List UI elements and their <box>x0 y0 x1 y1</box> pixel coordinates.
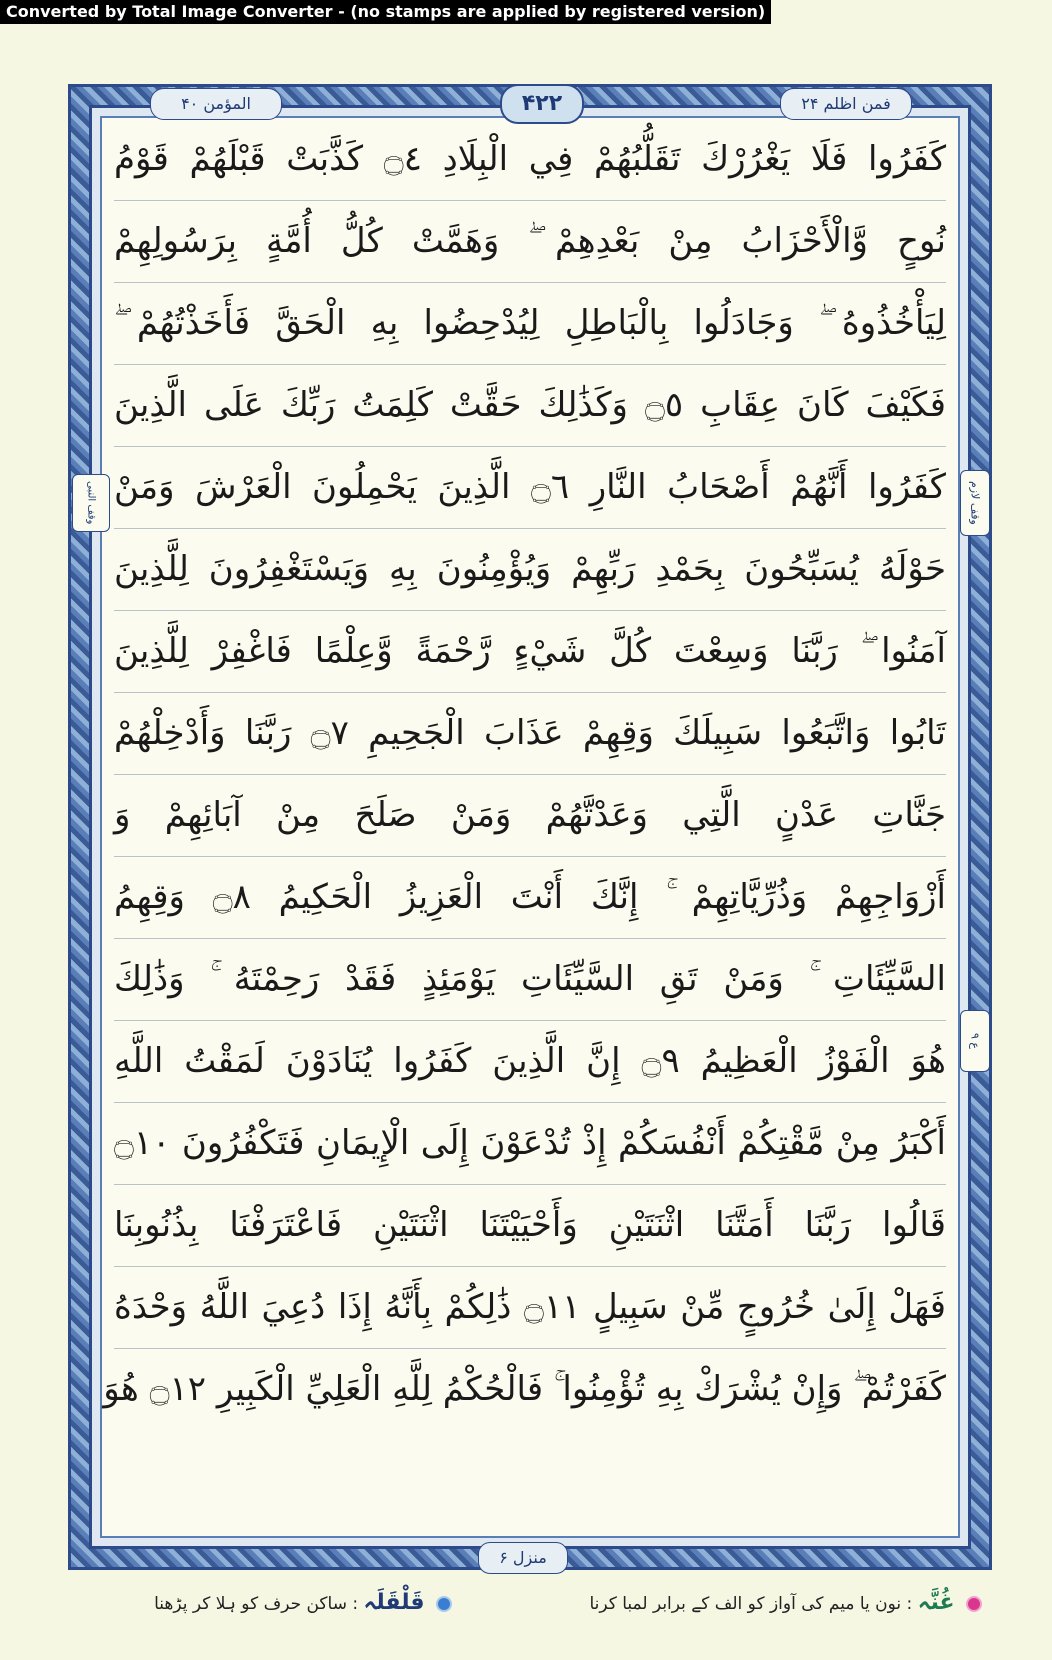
verse-line-2: نُوحٍ وَّالْأَحْزَابُ مِنْ بَعْدِهِمْ ۖ وَهَمَّتْ كُلُّ أُمَّةٍ بِرَسُولِهِمْ <box>114 200 946 283</box>
manzil-marker: منزل ۶ <box>478 1542 568 1574</box>
page-border <box>68 84 992 1570</box>
ghunna-bullet-icon <box>966 1596 982 1612</box>
waqf-nabi-marker: وقف النبی <box>72 474 110 532</box>
verse-line-5: كَفَرُوا أَنَّهُمْ أَصْحَابُ النَّارِ ۝٦ الَّذِينَ يَحْمِلُونَ الْعَرْشَ وَمَنْ <box>114 446 946 529</box>
verse-line-10: أَزْوَاجِهِمْ وَذُرِّيَّاتِهِمْ ۚ إِنَّكَ أَنْتَ الْعَزِيزُ الْحَكِيمُ ۝٨ وَقِهِمُ <box>114 856 946 939</box>
verse-line-15: فَهَلْ إِلَىٰ خُرُوجٍ مِّنْ سَبِيلٍ ۝١١ ذَٰلِكُمْ بِأَنَّهُ إِذَا دُعِيَ اللَّهُ وَحْدَهُ <box>114 1266 946 1349</box>
verse-line-12: هُوَ الْفَوْزُ الْعَظِيمُ ۝٩ إِنَّ الَّذِينَ كَفَرُوا يُنَادَوْنَ لَمَقْتُ اللَّهِ <box>114 1020 946 1103</box>
qalqala-bullet-icon <box>436 1596 452 1612</box>
ghunna-description: : نون یا میم کی آواز کو الف کے برابر لمبا کرنا <box>589 1594 913 1614</box>
converter-watermark: Converted by Total Image Converter - (no stamps are applied by registered version) <box>0 0 771 24</box>
verse-line-8: تَابُوا وَاتَّبَعُوا سَبِيلَكَ وَقِهِمْ عَذَابَ الْجَحِيمِ ۝٧ رَبَّنَا وَأَدْخِلْهُمْ <box>114 692 946 775</box>
ghunna-term: غُنَّہ <box>917 1590 955 1615</box>
surah-name: المؤمن ۴۰ <box>150 88 282 120</box>
verse-line-6: حَوْلَهُ يُسَبِّحُونَ بِحَمْدِ رَبِّهِمْ وَيُؤْمِنُونَ بِهِ وَيَسْتَغْفِرُونَ لِلَّذِينَ <box>114 528 946 611</box>
page-number: ۴۲۲ <box>500 84 584 124</box>
inner-border <box>89 105 971 1549</box>
verse-line-7: آمَنُوا ۖ رَبَّنَا وَسِعْتَ كُلَّ شَيْءٍ رَّحْمَةً وَّعِلْمًا فَاغْفِرْ لِلَّذِينَ <box>114 610 946 693</box>
qalqala-legend <box>154 1588 452 1619</box>
verse-line-11: السَّيِّئَاتِ ۚ وَمَنْ تَقِ السَّيِّئَاتِ يَوْمَئِذٍ فَقَدْ رَحِمْتَهُ ۚ وَذَٰلِكَ <box>114 938 946 1021</box>
waqf-lazim-marker: وقف لازم <box>960 470 990 536</box>
verse-line-16: كَفَرْتُمْ ۖ وَإِنْ يُشْرَكْ بِهِ تُؤْمِنُوا ۚ فَالْحُكْمُ لِلَّهِ الْعَلِيِّ الْكَبِيرِ ۝١٢ هُوَ <box>103 1369 946 1409</box>
juz-name: فمن اظلم ۲۴ <box>780 88 912 120</box>
verse-line-4: فَكَيْفَ كَانَ عِقَابِ ۝٥ وَكَذَٰلِكَ حَقَّتْ كَلِمَتُ رَبِّكَ عَلَى الَّذِينَ <box>114 364 946 447</box>
qalqala-description: : ساکن حرف کو ہلا کر پڑھنا <box>154 1594 359 1614</box>
verse-line-13: أَكْبَرُ مِنْ مَّقْتِكُمْ أَنْفُسَكُمْ إِذْ تُدْعَوْنَ إِلَى الْإِيمَانِ فَتَكْفُرُونَ ۝١٠ <box>114 1102 946 1185</box>
qalqala-term: قَلْقَلَہ <box>363 1590 425 1615</box>
ruku-marker: ع ۹ <box>960 1010 990 1072</box>
verse-lines <box>102 118 958 1536</box>
verse-line-1: كَفَرُوا فَلَا يَغْرُرْكَ تَقَلُّبُهُمْ فِي الْبِلَادِ ۝٤ كَذَّبَتْ قَبْلَهُمْ قَوْمُ <box>114 118 946 201</box>
tajweed-legend <box>0 1580 1052 1630</box>
verse-line-9: جَنَّاتِ عَدْنٍ الَّتِي وَعَدْتَّهُمْ وَمَنْ صَلَحَ مِنْ آبَائِهِمْ وَ <box>114 774 946 857</box>
quran-text-panel <box>100 116 960 1538</box>
ghunna-legend <box>589 1588 982 1619</box>
verse-line-3: لِيَأْخُذُوهُ ۖ وَجَادَلُوا بِالْبَاطِلِ لِيُدْحِضُوا بِهِ الْحَقَّ فَأَخَذْتُهُمْ ۖ <box>114 282 946 365</box>
verse-line-14: قَالُوا رَبَّنَا أَمَتَّنَا اثْنَتَيْنِ وَأَحْيَيْتَنَا اثْنَتَيْنِ فَاعْتَرَفْنَا بِذُنُوبِنَا <box>114 1184 946 1267</box>
